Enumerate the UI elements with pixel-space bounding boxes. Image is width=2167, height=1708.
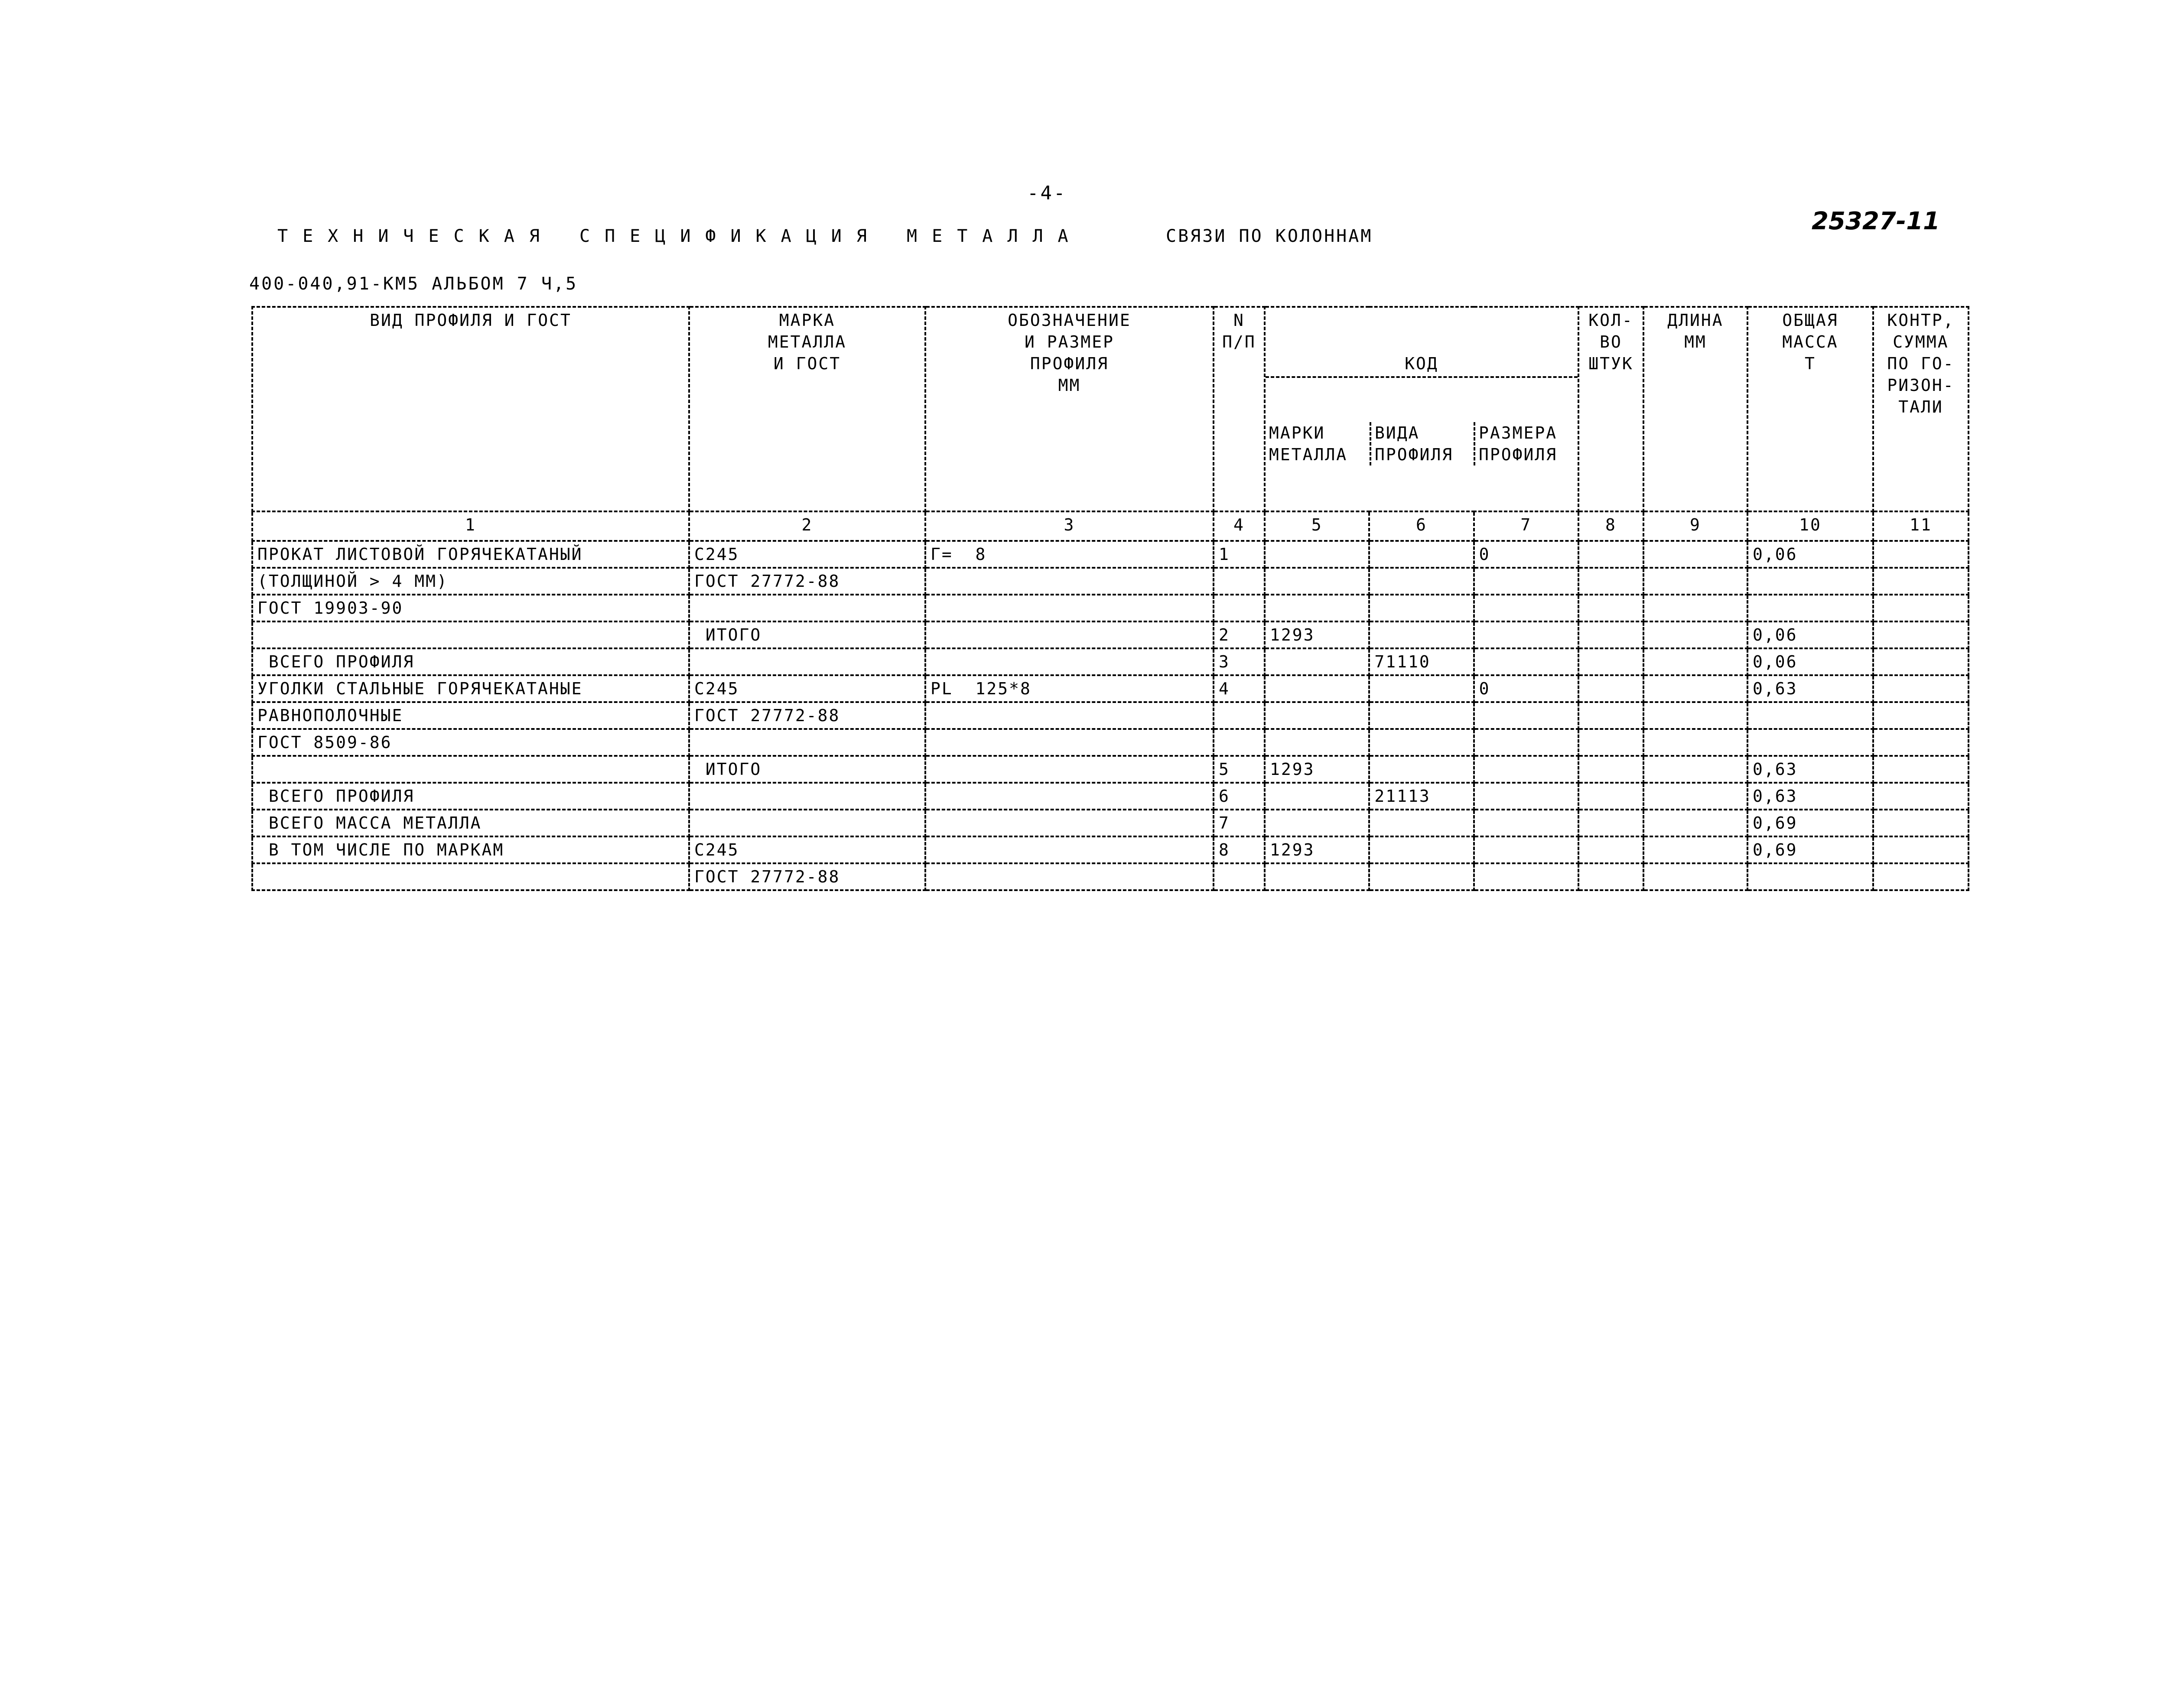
header-length: ДЛИНА ММ [1643,307,1747,511]
cell-code-profile-size [1474,810,1578,836]
cell-code-profile-type [1369,810,1474,836]
header-profile-designation: ОБОЗНАЧЕНИЕ И РАЗМЕР ПРОФИЛЯ ММ [925,307,1214,511]
cell-profile-type: РАВНОПОЛОЧНЫЕ [252,702,689,729]
cell-code-profile-type: 21113 [1369,783,1474,810]
cell-quantity [1578,783,1643,810]
cell-length [1643,541,1747,568]
cell-profile-type: ВСЕГО ПРОФИЛЯ [252,648,689,675]
cell-profile-type [252,756,689,783]
cell-code-profile-type [1369,621,1474,648]
cell-row-number [1214,595,1265,621]
cell-metal-grade: ИТОГО [689,621,925,648]
cell-quantity [1578,810,1643,836]
cell-code-profile-type: 71110 [1369,648,1474,675]
cell-control-sum [1873,863,1969,890]
header-row-number: N П/П [1214,307,1265,511]
cell-code-profile-type [1369,568,1474,595]
cell-length [1643,621,1747,648]
cell-metal-grade: ГОСТ 27772-88 [689,568,925,595]
table-row [252,729,1969,756]
cell-code-metal-grade [1265,648,1369,675]
cell-code-profile-type [1369,541,1474,568]
header-control-sum: КОНТР, СУММА ПО ГО- РИЗОН- ТАЛИ [1873,307,1969,511]
cell-metal-grade: С245 [689,836,925,863]
cell-quantity [1578,568,1643,595]
cell-code-metal-grade [1265,702,1369,729]
header-profile-type: ВИД ПРОФИЛЯ И ГОСТ [252,307,689,511]
cell-code-profile-type [1369,729,1474,756]
cell-row-number [1214,863,1265,890]
table-row [252,648,1969,675]
cell-code-profile-size [1474,863,1578,890]
table-row [252,702,1969,729]
cell-code-metal-grade [1265,541,1369,568]
cell-metal-grade [689,648,925,675]
cell-profile-designation [925,568,1214,595]
cell-code-profile-size [1474,702,1578,729]
cell-quantity [1578,729,1643,756]
column-number: 7 [1474,511,1578,541]
column-number: 2 [689,511,925,541]
cell-code-metal-grade [1265,595,1369,621]
cell-total-mass: 0,06 [1747,541,1873,568]
header-code-profile-size: РАЗМЕРА ПРОФИЛЯ [1474,422,1578,465]
cell-profile-type [252,863,689,890]
cell-row-number: 2 [1214,621,1265,648]
column-number: 6 [1369,511,1474,541]
cell-total-mass [1747,568,1873,595]
cell-code-metal-grade: 1293 [1265,756,1369,783]
cell-profile-type: (ТОЛЩИНОЙ > 4 ММ) [252,568,689,595]
cell-row-number [1214,729,1265,756]
cell-code-profile-type [1369,675,1474,702]
cell-profile-type: В ТОМ ЧИСЛЕ ПО МАРКАМ [252,836,689,863]
cell-code-metal-grade [1265,863,1369,890]
cell-metal-grade: ГОСТ 27772-88 [689,863,925,890]
cell-profile-designation: PL 125*8 [925,675,1214,702]
cell-row-number: 5 [1214,756,1265,783]
table-row [252,595,1969,621]
cell-profile-designation [925,810,1214,836]
table-row [252,756,1969,783]
document-title: ТЕХНИЧЕСКАЯ СПЕЦИФИКАЦИЯ МЕТАЛЛА [277,226,1083,246]
cell-metal-grade: С245 [689,675,925,702]
cell-length [1643,729,1747,756]
cell-row-number: 8 [1214,836,1265,863]
cell-row-number: 3 [1214,648,1265,675]
cell-control-sum [1873,621,1969,648]
cell-total-mass: 0,69 [1747,836,1873,863]
cell-length [1643,702,1747,729]
cell-code-profile-type [1369,595,1474,621]
cell-length [1643,675,1747,702]
table-body [252,541,1969,890]
cell-code-profile-size [1474,621,1578,648]
table-row [252,810,1969,836]
cell-quantity [1578,836,1643,863]
cell-profile-designation [925,595,1214,621]
cell-control-sum [1873,568,1969,595]
cell-code-profile-size: 0 [1474,541,1578,568]
cell-total-mass [1747,702,1873,729]
column-number: 4 [1214,511,1265,541]
cell-profile-designation [925,729,1214,756]
cell-length [1643,810,1747,836]
cell-total-mass: 0,63 [1747,675,1873,702]
cell-profile-type: УГОЛКИ СТАЛЬНЫЕ ГОРЯЧЕКАТАНЫЕ [252,675,689,702]
cell-profile-type [252,621,689,648]
cell-code-profile-type [1369,863,1474,890]
header-code-profile-type: ВИДА ПРОФИЛЯ [1370,422,1474,465]
cell-code-metal-grade [1265,810,1369,836]
cell-code-metal-grade [1265,568,1369,595]
cell-row-number: 7 [1214,810,1265,836]
cell-code-profile-size [1474,783,1578,810]
cell-code-metal-grade [1265,783,1369,810]
cell-length [1643,783,1747,810]
table-row [252,783,1969,810]
cell-control-sum [1873,595,1969,621]
cell-metal-grade [689,595,925,621]
table-row [252,621,1969,648]
cell-code-metal-grade: 1293 [1265,836,1369,863]
cell-length [1643,648,1747,675]
cell-code-profile-size [1474,648,1578,675]
cell-quantity [1578,756,1643,783]
column-number: 3 [925,511,1214,541]
cell-code-profile-type [1369,702,1474,729]
cell-code-profile-size [1474,756,1578,783]
cell-metal-grade: ИТОГО [689,756,925,783]
cell-metal-grade [689,729,925,756]
cell-profile-designation [925,756,1214,783]
document-subject: СВЯЗИ ПО КОЛОННАМ [1166,226,1373,246]
cell-profile-designation [925,702,1214,729]
cell-profile-designation [925,621,1214,648]
cell-metal-grade: С245 [689,541,925,568]
cell-profile-designation: Г= 8 [925,541,1214,568]
cell-profile-type: ГОСТ 19903-90 [252,595,689,621]
cell-control-sum [1873,810,1969,836]
cell-control-sum [1873,729,1969,756]
cell-control-sum [1873,756,1969,783]
cell-total-mass: 0,63 [1747,756,1873,783]
cell-total-mass: 0,63 [1747,783,1873,810]
column-number: 5 [1265,511,1369,541]
cell-code-profile-size [1474,836,1578,863]
cell-metal-grade [689,783,925,810]
cell-total-mass [1747,729,1873,756]
document-code: 400-040,91-КМ5 АЛЬБОМ 7 Ч,5 [249,274,578,294]
cell-quantity [1578,675,1643,702]
cell-profile-designation [925,863,1214,890]
cell-code-profile-size [1474,595,1578,621]
cell-profile-designation [925,836,1214,863]
table-header-row [252,307,1969,511]
cell-code-metal-grade: 1293 [1265,621,1369,648]
cell-code-profile-size [1474,568,1578,595]
header-total-mass: ОБЩАЯ МАССА Т [1747,307,1873,511]
table-row [252,675,1969,702]
cell-code-profile-type [1369,836,1474,863]
header-quantity: КОЛ- ВО ШТУК [1578,307,1643,511]
cell-profile-type: ГОСТ 8509-86 [252,729,689,756]
table-row [252,568,1969,595]
table-row [252,863,1969,890]
cell-metal-grade [689,810,925,836]
header-metal-grade: МАРКА МЕТАЛЛА И ГОСТ [689,307,925,511]
table-row [252,836,1969,863]
cell-control-sum [1873,702,1969,729]
cell-length [1643,595,1747,621]
column-number: 8 [1578,511,1643,541]
column-number: 1 [252,511,689,541]
cell-quantity [1578,621,1643,648]
cell-quantity [1578,595,1643,621]
cell-row-number: 1 [1214,541,1265,568]
cell-profile-designation [925,783,1214,810]
cell-quantity [1578,702,1643,729]
cell-code-profile-size: 0 [1474,675,1578,702]
cell-length [1643,836,1747,863]
column-number: 11 [1873,511,1969,541]
cell-control-sum [1873,836,1969,863]
cell-control-sum [1873,783,1969,810]
header-code: КОД [1266,353,1578,378]
cell-quantity [1578,541,1643,568]
header-code-metal-grade: МАРКИ МЕТАЛЛА [1269,423,1348,464]
cell-row-number: 4 [1214,675,1265,702]
cell-length [1643,568,1747,595]
cell-quantity [1578,648,1643,675]
cell-code-profile-size [1474,729,1578,756]
header-code-group [1265,307,1578,511]
cell-total-mass: 0,06 [1747,621,1873,648]
cell-row-number [1214,568,1265,595]
cell-profile-type: ВСЕГО МАССА МЕТАЛЛА [252,810,689,836]
cell-code-profile-type [1369,756,1474,783]
cell-profile-type: ВСЕГО ПРОФИЛЯ [252,783,689,810]
cell-quantity [1578,863,1643,890]
column-number: 9 [1643,511,1747,541]
cell-length [1643,756,1747,783]
cell-control-sum [1873,541,1969,568]
cell-row-number: 6 [1214,783,1265,810]
page-number: -4- [1027,182,1067,204]
specification-table [251,306,1969,891]
column-number-row [252,511,1969,541]
cell-code-metal-grade [1265,675,1369,702]
table-row [252,541,1969,568]
cell-profile-designation [925,648,1214,675]
cell-total-mass: 0,69 [1747,810,1873,836]
cell-total-mass: 0,06 [1747,648,1873,675]
cell-profile-type: ПРОКАТ ЛИСТОВОЙ ГОРЯЧЕКАТАНЫЙ [252,541,689,568]
cell-metal-grade: ГОСТ 27772-88 [689,702,925,729]
document-number: 25327-11 [1812,207,1940,235]
cell-control-sum [1873,648,1969,675]
cell-total-mass [1747,863,1873,890]
cell-length [1643,863,1747,890]
cell-code-metal-grade [1265,729,1369,756]
cell-row-number [1214,702,1265,729]
column-number: 10 [1747,511,1873,541]
cell-control-sum [1873,675,1969,702]
cell-total-mass [1747,595,1873,621]
